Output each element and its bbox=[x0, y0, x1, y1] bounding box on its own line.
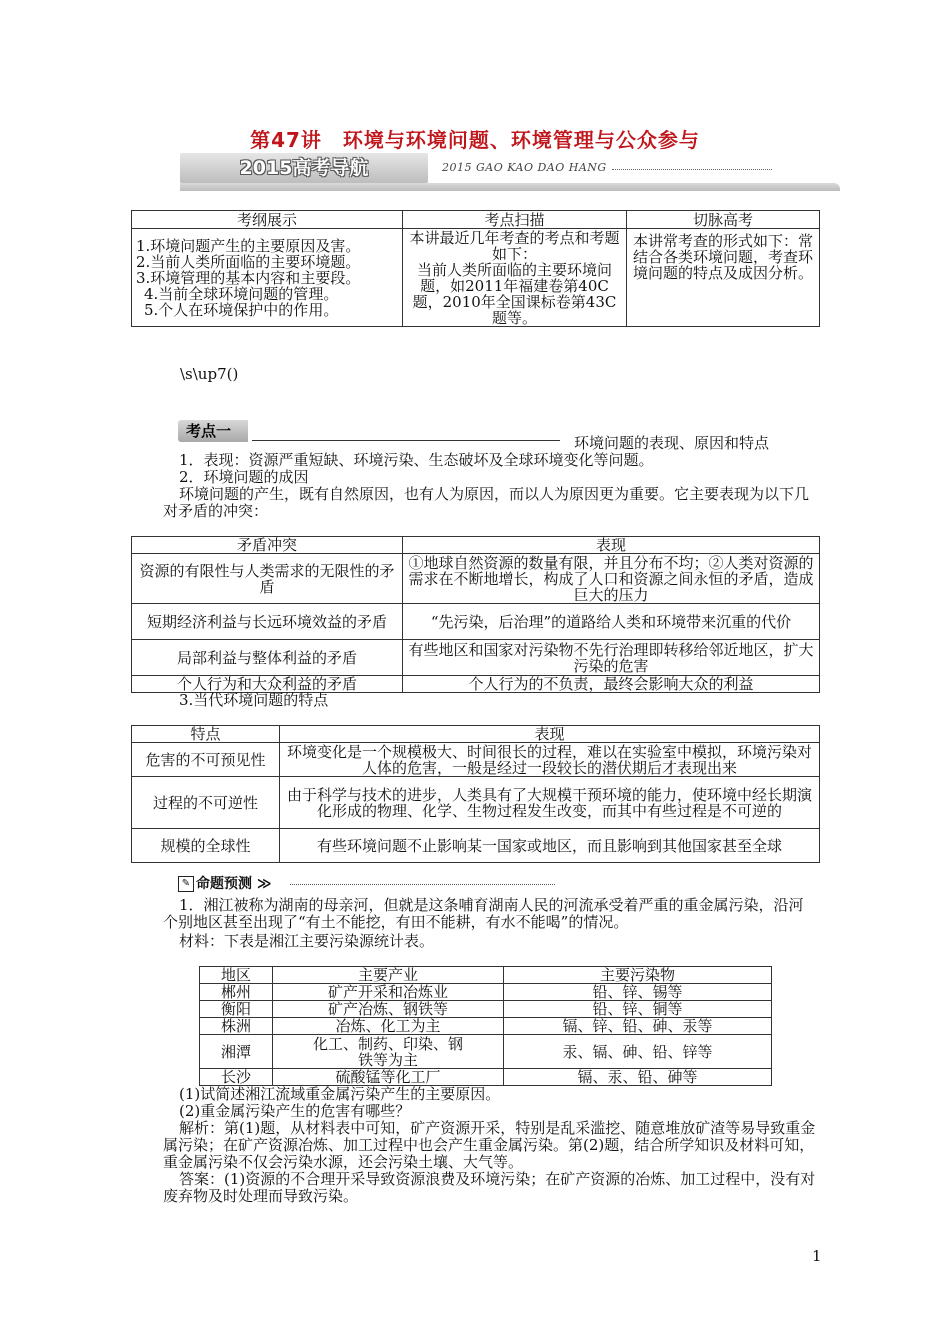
syllabus-item: 1.环境问题产生的主要原因及害。 bbox=[136, 236, 361, 255]
banner-subtitle: 2015 GAO KAO DAO HANG bbox=[442, 161, 607, 174]
region-cell: 湘潭 bbox=[200, 1035, 273, 1069]
scan-text: 本讲最近几年考查的考点和考题如下： bbox=[409, 228, 620, 263]
paragraph: 3.当代环境问题的特点 bbox=[179, 691, 329, 709]
banner-bar bbox=[180, 183, 840, 191]
feature-detail: 由于科学与技术的进步，人类具有了大规模干预环境的能力，使环境中经长期演化形成的物理、化学、生物过程发生改变，而其中有些过程是不可逆的 bbox=[280, 777, 820, 829]
syllabus-cell bbox=[132, 229, 403, 327]
pollutant-cell: 铅、锌、锡等 bbox=[504, 984, 772, 1001]
feature-detail: 环境变化是一个规模极大、时间很长的过程，难以在实验室中模拟，环境污染对人体的危害，一般是经过一段较长的潜伏期后才表现出来 bbox=[280, 743, 820, 777]
conflict-detail: ①地球自然资源的数量有限，并且分布不均；②人类对资源的需求在不断地增长，构成了人口和资源之间永恒的矛盾，造成巨大的压力 bbox=[403, 554, 820, 604]
prediction-dotted-line bbox=[290, 884, 555, 885]
question-text: 1．湘江被称为湖南的母亲河，但就是这条哺育湖南人民的河流承受着严重的重金属污染，沿河个别地区甚至出现了“有土不能挖，有田不能耕，有水不能喝”的情况。 bbox=[163, 896, 804, 931]
material-text: 材料：下表是湘江主要污染源统计表。 bbox=[179, 932, 435, 950]
overview-table bbox=[131, 210, 820, 327]
pollution-table bbox=[199, 966, 772, 1086]
table-header: 主要产业 bbox=[273, 967, 504, 984]
region-cell: 长沙 bbox=[200, 1069, 273, 1086]
region-cell: 株洲 bbox=[200, 1018, 273, 1035]
pencil-icon: ✎ bbox=[178, 876, 194, 892]
answer-text: 答案：(1)资源的不合理开采导致资源浪费及环境污染；在矿产资源的冶炼、加工过程中，没有对废弃物及时处理而导致污染。 bbox=[163, 1170, 816, 1205]
region-cell: 衡阳 bbox=[200, 1001, 273, 1018]
syllabus-item: 3.环境管理的基本内容和主要段。 bbox=[136, 268, 361, 287]
industry-cell: 化工、制药、印染、钢铁等为主 bbox=[273, 1035, 504, 1069]
overview-header: 切脉高考 bbox=[627, 211, 820, 229]
feature-name: 过程的不可逆性 bbox=[132, 777, 280, 829]
syllabus-item: 4.当前全球环境问题的管理。 bbox=[144, 284, 339, 303]
table-header: 矛盾冲突 bbox=[132, 537, 403, 554]
table-header: 表现 bbox=[403, 537, 820, 554]
conflict-name: 短期经济利益与长远环境效益的矛盾 bbox=[132, 604, 403, 640]
region-cell: 郴州 bbox=[200, 984, 273, 1001]
scan-cell bbox=[403, 229, 627, 327]
conflict-detail: 个人行为的不负责，最终会影响大众的利益 bbox=[403, 676, 820, 693]
sub-question: (1)试简述湘江流域重金属污染产生的主要原因。 bbox=[179, 1085, 501, 1103]
paragraph: 环境问题的产生，既有自然原因，也有人为原因，而以人为原因更为重要。它主要表现为以下几对矛盾的冲突： bbox=[163, 485, 810, 520]
page-number: 1 bbox=[812, 1247, 822, 1265]
table-header: 主要污染物 bbox=[504, 967, 772, 984]
scan-text: 当前人类所面临的主要环境问题，如2011年福建卷第40C题，2010年全国课标卷第43C题等。 bbox=[412, 260, 617, 327]
guide-banner bbox=[180, 153, 840, 193]
industry-cell: 硫酸锰等化工厂 bbox=[273, 1069, 504, 1086]
banner-dotted-line bbox=[612, 169, 772, 170]
table-header: 表现 bbox=[280, 726, 820, 743]
feature-table bbox=[131, 725, 820, 863]
section-heading: 环境问题的表现、原因和特点 bbox=[574, 434, 770, 452]
conflict-detail: “先污染，后治理”的道路给人类和环境带来沉重的代价 bbox=[403, 604, 820, 640]
overview-header: 考点扫描 bbox=[403, 211, 627, 229]
conflict-detail: 有些地区和国家对污染物不先行治理即转移给邻近地区，扩大污染的危害 bbox=[403, 640, 820, 676]
exam-cell: 本讲常考查的形式如下：常结合各类环境问题，考查环境问题的特点及成因分析。 bbox=[627, 229, 820, 327]
feature-name: 规模的全球性 bbox=[132, 829, 280, 863]
sub-question: (2)重金属污染产生的危害有哪些？ bbox=[179, 1102, 411, 1120]
banner-label: 2015高考导航 bbox=[180, 153, 428, 183]
table-header: 特点 bbox=[132, 726, 280, 743]
feature-detail: 有些环境问题不止影响某一国家或地区，而且影响到其他国家甚至全球 bbox=[280, 829, 820, 863]
pollutant-cell: 镉、汞、铅、砷等 bbox=[504, 1069, 772, 1086]
pollutant-cell: 铅、锌、铜等 bbox=[504, 1001, 772, 1018]
conflict-name: 资源的有限性与人类需求的无限性的矛盾 bbox=[132, 554, 403, 604]
analysis-text: 解析：第(1)题，从材料表中可知，矿产资源开采，特别是乱采滥挖、随意堆放矿渣等易导致重金属污染；在矿产资源冶炼、加工过程中也会产生重金属污染。第(2)题，结合所学知识及材料可知，重金属污染不仅会污染水源，还会污染土壤、大气等。 bbox=[163, 1119, 816, 1171]
overview-header: 考纲展示 bbox=[132, 211, 403, 229]
feature-name: 危害的不可预见性 bbox=[132, 743, 280, 777]
conflict-name: 个人行为和大众利益的矛盾 bbox=[132, 676, 403, 693]
conflict-name: 局部利益与整体利益的矛盾 bbox=[132, 640, 403, 676]
industry-cell: 矿产冶炼、钢铁等 bbox=[273, 1001, 504, 1018]
conflict-table bbox=[131, 536, 820, 693]
paragraph: 1．表现：资源严重短缺、环境污染、生态破坏及全球环境变化等问题。 bbox=[179, 451, 654, 469]
section-tag: 考点一 bbox=[178, 420, 248, 442]
table-header: 地区 bbox=[200, 967, 273, 984]
page-title: 第47讲 环境与环境问题、环境管理与公众参与 bbox=[250, 128, 700, 152]
section-divider bbox=[252, 440, 560, 441]
pollutant-cell: 汞、镉、砷、铅、锌等 bbox=[504, 1035, 772, 1069]
paragraph: 2．环境问题的成因 bbox=[179, 468, 309, 486]
industry-cell: 冶炼、化工为主 bbox=[273, 1018, 504, 1035]
syllabus-item: 2.当前人类所面临的主要环境题。 bbox=[136, 252, 361, 271]
field-code-text: \s\up7() bbox=[180, 365, 239, 383]
industry-cell: 矿产开采和冶炼业 bbox=[273, 984, 504, 1001]
pollutant-cell: 镉、锌、铅、砷、汞等 bbox=[504, 1018, 772, 1035]
prediction-title: 命题预测 ≫ bbox=[196, 876, 272, 892]
syllabus-item: 5.个人在环境保护中的作用。 bbox=[144, 300, 339, 319]
